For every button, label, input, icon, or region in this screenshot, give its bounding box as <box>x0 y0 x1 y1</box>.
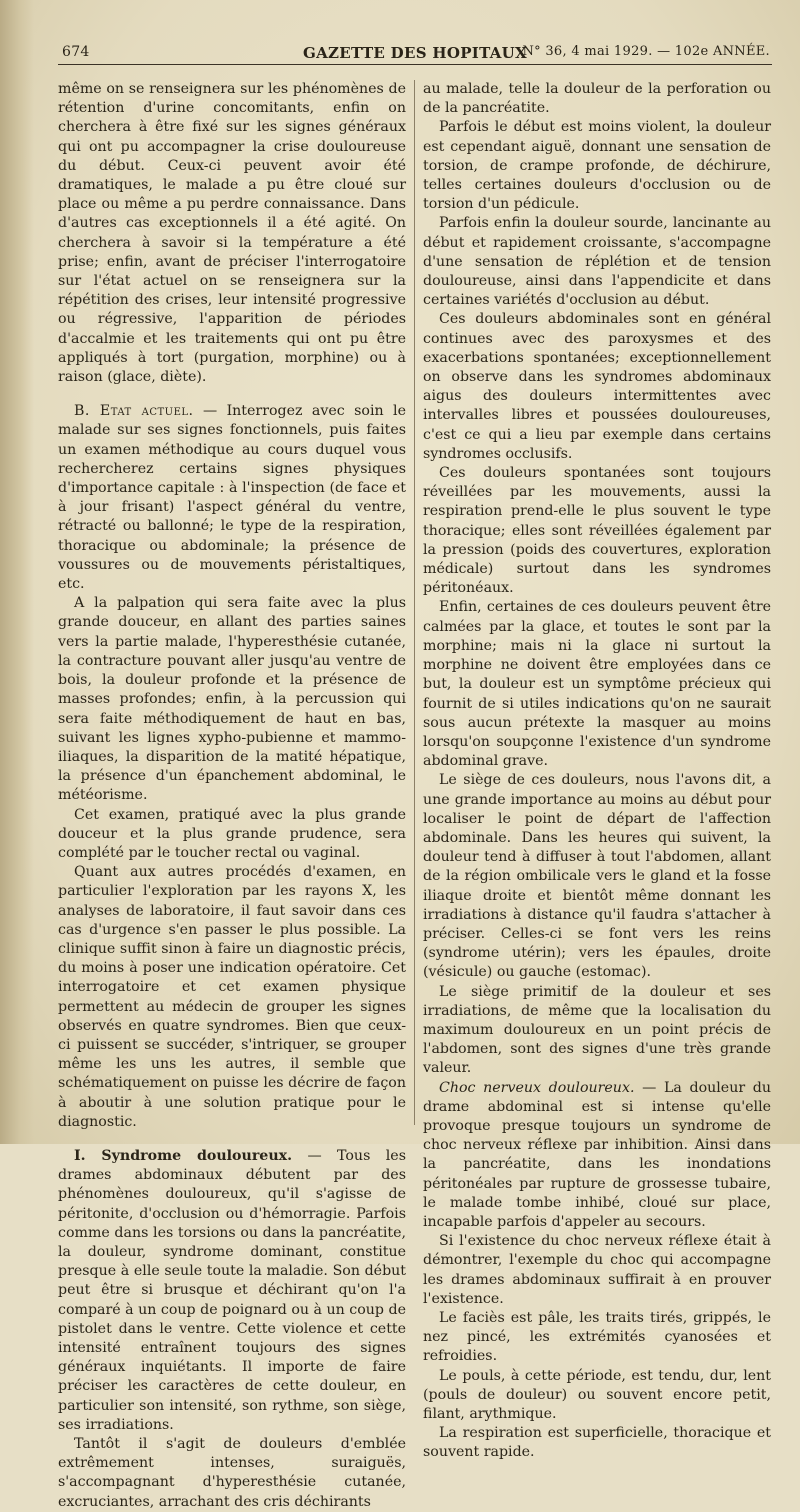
paragraph: Parfois le début est moins violent, la douleur est cependant aiguë, donnant une sensation de torsion, de crampe profonde, de déchirure, telles certaines douleurs d'occlusion ou de torsion d'un pédicule. <box>423 119 771 213</box>
paragraph: Le siège primitif de la douleur et ses irradiations, de même que la localisation du maximum douloureux en un point précis de l'abdomen, sont des signes d'une très grande valeur. <box>423 983 771 1077</box>
paragraph: Tantôt il s'agit de douleurs d'emblée extrêmement intenses, suraiguës, s'accompagnant d'hyperesthésie cutanée, excruciantes, arrachant des cris déchirants <box>58 1436 406 1510</box>
paragraph: Enfin, certaines de ces douleurs peuvent être calmées par la glace, et toutes le sont par la morphine; mais ni la glace ni surtout la morphine ne doivent être employées dans ce but, la douleur est un symptôme précieux qui fournit de si utiles indications qu'on ne saurait sous aucun prétexte la masquer au moins lorsqu'on soupçonne l'existence d'un syndrome abdominal grave. <box>423 599 771 770</box>
paragraph: A la palpation qui sera faite avec la plus grande douceur, en allant des parties saines vers la partie malade, l'hyperesthésie cutanée, la contracture pouvant aller jusqu'au ventre de bois, la douleur profonde et la présence de masses profondes; enfin, à la percussion qui sera faite méthodiquement de haut en bas, suivant les lignes xypho-pubienne et mammo-iliaques, la disparition de la matité hépatique, la présence d'un épanchement abdominal, le météorisme. <box>58 595 406 804</box>
paragraph: même on se renseignera sur les phénomènes de rétention d'urine concomitants, enfin on cherchera à être fixé sur les signes généraux qui ont pu accompagner la crise douloureuse du début. Ceux-ci peuvent avoir été dramatiques, le malade a pu être cloué sur place ou même a pu perdre connaissance. Dans d'autres cas exceptionnels il a été agité. On cherchera à savoir si la température a été prise; enfin, avant de préciser l'interrogatoire sur l'état actuel on se renseignera sur la répétition des crises, leur intensité progressive ou régressive, l'apparition de périodes d'accalmie et les traitements qui ont pu être appliqués à tort (purgation, morphine) ou à raison (glace, diète). <box>58 81 406 386</box>
page-binding-shadow <box>0 0 34 1144</box>
subsection-label: Choc nerveux douloureux. <box>439 1079 635 1096</box>
paragraph-syndrome-douloureux: I. Syndrome douloureux. — Tous les drames abdominaux débutent par des phénomènes douloureux, qu'il s'agisse de péritonite, d'occlusion ou d'hémorragie. Parfois comme dans les torsions ou dans la pancréatite, la douleur, syndrome dominant, constitue presque à elle seule toute la maladie. Son début peut être si brusque et déchirant qu'on l'a comparé à un coup de poignard ou à un coup de pistolet dans le ventre. Cette violence et cette intensité entraînent toujours des signes généraux inquiétants. Il importe de faire préciser les caractères de cette douleur, en particulier son intensité, son rythme, son siège, ses irradiations. <box>58 1147 406 1433</box>
column-divider <box>414 80 415 1125</box>
right-column <box>423 80 771 1461</box>
paragraph: Le faciès est pâle, les traits tirés, grippés, le nez pincé, les extrémités cyanosées et refroidies. <box>423 1310 771 1365</box>
paragraph: au malade, telle la douleur de la perforation ou de la pancréatite. <box>423 81 771 117</box>
paragraph: La respiration est superficielle, thoracique et souvent rapide. <box>423 1425 771 1461</box>
paragraph: Le siège de ces douleurs, nous l'avons dit, a une grande importance au moins au début pour localiser le point de départ de l'affection abdominale. Dans les heures qui suivent, la douleur tend à diffuser à tout l'abdomen, allant de la région ombilicale vers le gland et la fosse iliaque droite et bientôt même donnant les irradiations à distance qu'il faudra s'attacher à préciser. Celles-ci se font vers les reins (syndrome utérin); vers les épaules, droite (vésicule) ou gauche (estomac). <box>423 772 771 981</box>
journal-title: GAZETTE DES HOPITAUX <box>302 44 527 62</box>
left-column <box>58 80 406 1510</box>
paragraph: Le pouls, à cette période, est tendu, dur, lent (pouls de douleur) ou souvent encore petit, filant, arythmique. <box>423 1367 771 1423</box>
issue-info: N° 36, 4 mai 1929. — 102e ANNÉE. <box>522 44 770 59</box>
paragraph-choc-nerveux: Choc nerveux douloureux. — La douleur du drame abdominal est si intense qu'elle provoque presque toujours un syndrome de choc nerveux réflexe par inhibition. Ainsi dans la pancréatite, dans les inondations péritonéales par rupture de grossesse tubaire, le malade tombe inhibé, cloué sur place, incapable parfois d'appeler au secours. <box>423 1079 771 1230</box>
paragraph: Si l'existence du choc nerveux réflexe était à démontrer, l'exemple du choc qui accompagne les drames abdominaux suffirait à en prouver l'existence. <box>423 1233 771 1307</box>
section-label: B. Etat actuel. <box>74 403 194 420</box>
paragraph-etat-actuel: B. Etat actuel. — Interrogez avec soin le malade sur ses signes fonctionnels, puis faites un examen méthodique au cours duquel vous rechercherez certains signes physiques d'importance capitale : à l'inspection (de face et à jour frisant) l'aspect général du ventre, rétracté ou ballonné; le type de la respiration, thoracique ou abdominale; la présence de voussures ou de mouvements péristaltiques, etc. <box>58 403 406 593</box>
paragraph: Quant aux autres procédés d'examen, en particulier l'exploration par les rayons X, les analyses de laboratoire, il faut savoir dans ces cas d'urgence s'en passer le plus possible. La clinique suffit sinon à faire un diagnostic précis, du moins à poser une indication opératoire. Cet interrogatoire et cet examen physique permettent au médecin de grouper les signes observés en quatre syndromes. Bien que ceux-ci puissent se succéder, s'intriquer, se grouper même les uns les autres, il semble que schématiquement on puisse les décrire de façon à aboutir à une solution pratique pour le diagnostic. <box>58 864 406 1130</box>
paragraph: Ces douleurs spontanées sont toujours réveillées par les mouvements, aussi la respiration prend-elle le plus souvent le type thoracique; elles sont réveillées également par la pression (poids des couvertures, exploration médicale) surtout dans les syndromes péritonéaux. <box>423 465 771 597</box>
paragraph: Cet examen, pratiqué avec la plus grande douceur et la plus grande prudence, sera complété par le toucher rectal ou vaginal. <box>58 806 406 861</box>
paragraph: Ces douleurs abdominales sont en général continues avec des paroxysmes et des exacerbations spontanées; exceptionnellement on observe dans les syndromes abdominaux aigus des douleurs intermittentes avec intervalles libres et poussées douloureuses, c'est ce qui a lieu par exemple dans certains syndromes occlusifs. <box>423 311 771 462</box>
page-header <box>58 40 772 65</box>
page-number: 674 <box>62 44 90 60</box>
paragraph: Parfois enfin la douleur sourde, lancinante au début et rapidement croissante, s'accompagne d'une sensation de réplétion et de tension douloureuse, ainsi dans l'appendicite et dans certaines variétés d'occlusion au début. <box>423 215 771 309</box>
section-heading: I. Syndrome douloureux. <box>74 1147 293 1164</box>
